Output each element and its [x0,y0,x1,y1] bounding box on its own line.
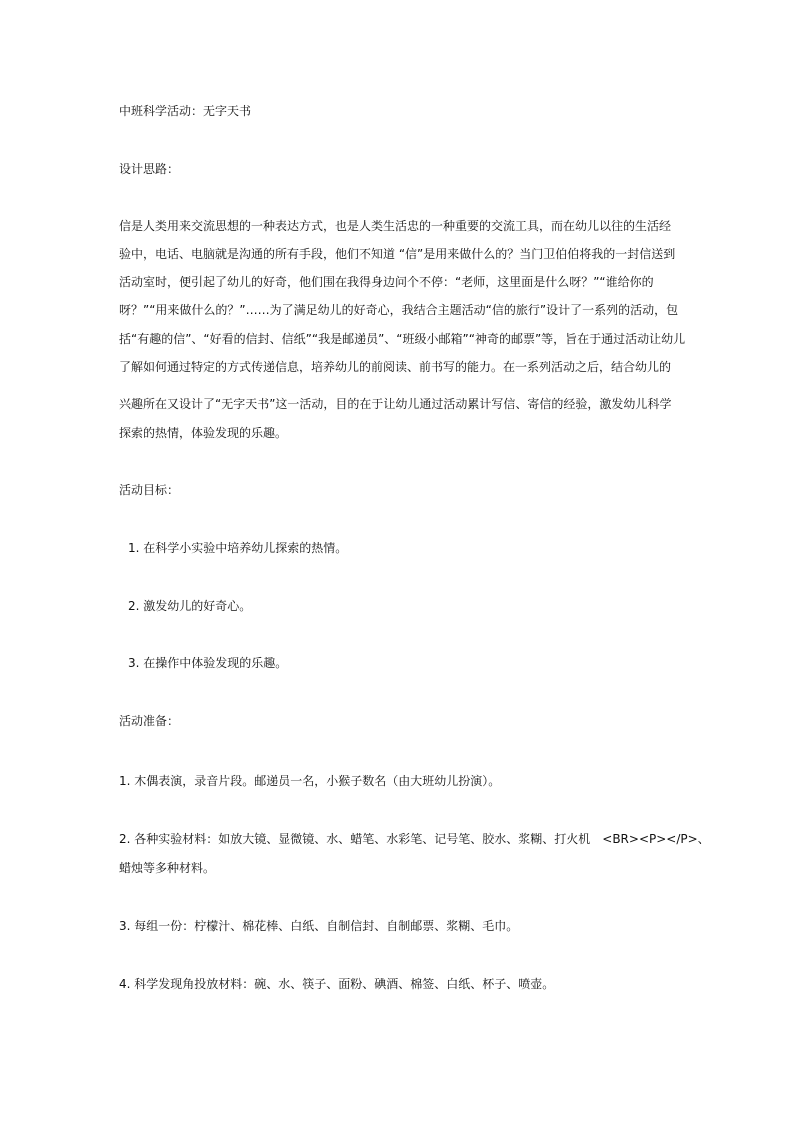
paragraph-line: 探索的热情，体验发现的乐趣。 [119,426,288,440]
list-item: 3. 每组一份：柠檬汁、棉花棒、白纸、自制信封、自制邮票、浆糊、毛巾。 [119,919,519,933]
paragraph-line: 了解如何通过特定的方式传递信息，培养幼儿的前阅读、前书写的能力。在一系列活动之后，结合幼儿的 [119,360,672,374]
section-heading-goals: 活动目标： [119,483,180,497]
list-item-continued: 蜡烛等多种材料。 [119,861,216,875]
paragraph-line: 信是人类用来交流思想的一种表达方式，也是人类生活忠的一种重要的交流工具，而在幼儿以往的生活经 [119,219,672,233]
list-item: 1. 在科学小实验中培养幼儿探索的热情。 [128,541,348,555]
list-item: 3. 在操作中体验发现的乐趣。 [128,656,288,670]
document-title: 中班科学活动：无字天书 [119,104,252,118]
paragraph-line: 活动室时，便引起了幼儿的好奇，他们围在我得身边问个不停：“老师，这里面是什么呀？”“谁给你的 [119,275,654,289]
section-heading-design: 设计思路： [119,162,180,176]
paragraph-line: 括“有趣的信”、“好看的信封、信纸”“我是邮递员”、“班级小邮箱”“神奇的邮票”等，旨在于通过活动让幼儿 [119,332,686,346]
paragraph-line: 验中，电话、电脑就是沟通的所有手段，他们不知道 “信”是用来做什么的？当门卫伯伯将我的一封信送到 [119,247,676,261]
paragraph-line: 呀？”“用来做什么的？”……为了满足幼儿的好奇心，我结合主题活动“信的旅行”设计了一系列的活动，包 [119,303,679,317]
paragraph-line: 兴趣所在又设计了“无字天书”这一活动，目的在于让幼儿通过活动累计写信、寄信的经验，激发幼儿科学 [119,397,672,411]
section-heading-prep: 活动准备： [119,714,180,728]
list-item: 4. 科学发现角投放材料：碗、水、筷子、面粉、碘酒、棉签、白纸、杯子、喷壶。 [119,977,555,991]
list-item: 2. 各种实验材料：如放大镜、显微镜、水、蜡笔、水彩笔、记号笔、胶水、浆糊、打火机 <BR><P></P>、 [119,832,710,846]
list-item: 1. 木偶表演，录音片段。邮递员一名，小猴子数名（由大班幼儿扮演）。 [119,774,501,788]
list-item: 2. 激发幼儿的好奇心。 [128,599,252,613]
